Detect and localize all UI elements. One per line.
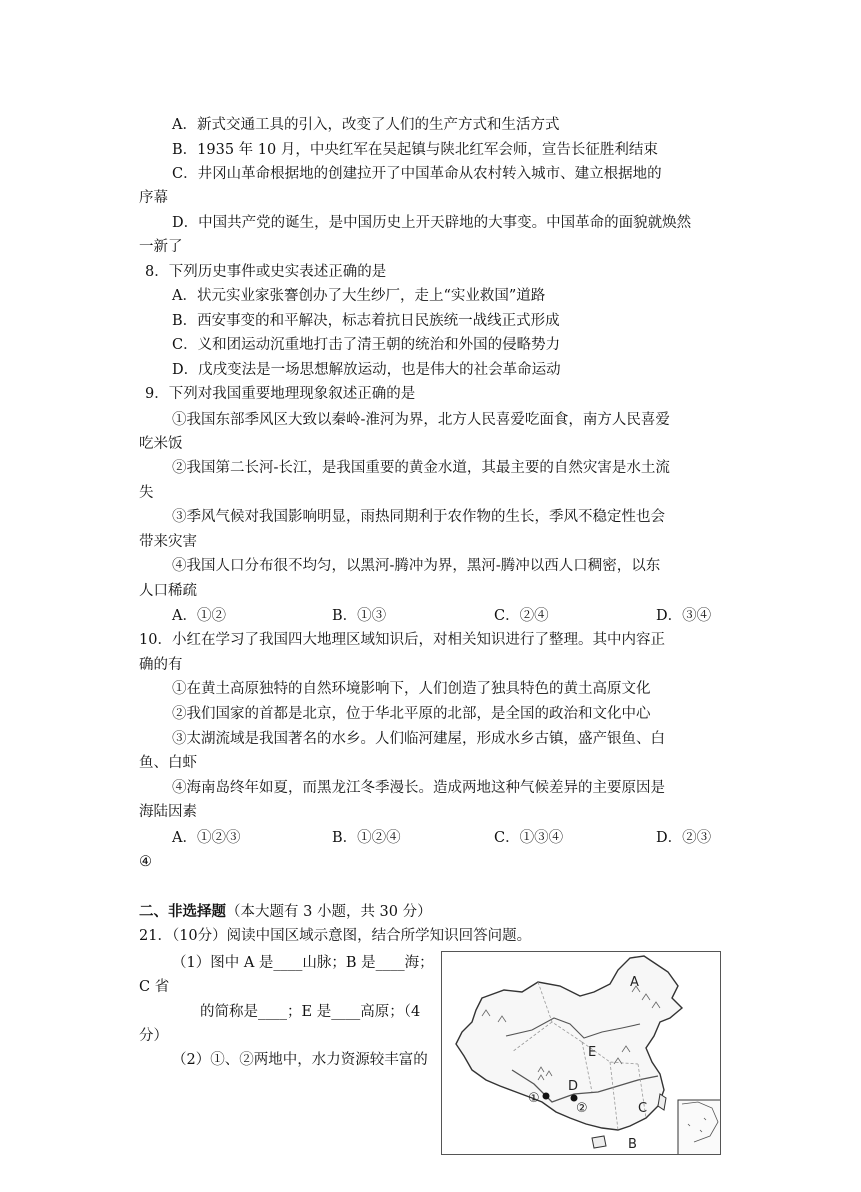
q10-item-2: ②我们国家的首都是北京，位于华北平原的北部，是全国的政治和文化中心 xyxy=(172,706,651,722)
map-label-d: D xyxy=(568,1079,579,1094)
q10-item-3: ③太湖流域是我国著名的水乡。人们临河建屋，形成水乡古镇，盛产银鱼、白 xyxy=(172,731,665,747)
q9-choice-a: A．①② xyxy=(172,608,226,624)
q8-option-b: B．西安事变的和平解决，标志着抗日民族统一战线正式形成 xyxy=(172,313,560,329)
q9-item-2: ②我国第二长河-长江，是我国重要的黄金水道，其最主要的自然灾害是水土流 xyxy=(172,460,670,476)
china-region-map xyxy=(441,951,721,1155)
map-label-2: ② xyxy=(576,1101,588,1116)
q10-stem-wrap: 确的有 xyxy=(139,657,183,673)
q9-choice-d: D．③④ xyxy=(656,608,712,624)
q7-option-c: C．井冈山革命根据地的创建拉开了中国革命从农村转入城市、建立根据地的 xyxy=(172,166,662,182)
section-2-header xyxy=(139,902,432,922)
map-label-e: E xyxy=(588,1045,597,1060)
q10-stem: 10．小红在学习了我国四大地理区域知识后，对相关知识进行了整理。其中内容正 xyxy=(139,632,665,648)
q10-choices xyxy=(172,828,732,848)
q10-item-4-wrap: 海陆因素 xyxy=(139,804,197,820)
q7-option-d-wrap: 一新了 xyxy=(139,239,183,255)
q21-part2: （2）①、②两地中，水力资源较丰富的 xyxy=(172,1052,428,1068)
map-label-c: C xyxy=(638,1101,648,1116)
q10-choice-d: D．②③ xyxy=(656,830,712,846)
q10-choice-d-wrap: ④ xyxy=(139,854,152,870)
q8-stem: 8．下列历史事件或史实表述正确的是 xyxy=(145,264,387,280)
q10-item-1: ①在黄土高原独特的自然环境影响下，人们创造了独具特色的黄土高原文化 xyxy=(172,681,651,697)
q9-item-2-wrap: 失 xyxy=(139,485,154,501)
q7-option-d: D．中国共产党的诞生，是中国历史上开天辟地的大事变。中国革命的面貌就焕然 xyxy=(172,215,692,231)
q9-choice-c: C．②④ xyxy=(494,608,549,624)
q9-item-1-wrap: 吃米饭 xyxy=(139,436,183,452)
point-1-marker xyxy=(543,1093,550,1100)
q7-option-a: A．新式交通工具的引入，改变了人们的生产方式和生活方式 xyxy=(172,117,560,133)
q10-choice-b: B．①②④ xyxy=(332,830,401,846)
q8-option-d: D．戊戌变法是一场思想解放运动，也是伟大的社会革命运动 xyxy=(172,362,561,378)
q10-choice-c: C．①③④ xyxy=(494,830,564,846)
section-2-note: （本大题有 3 小题，共 30 分） xyxy=(226,904,432,920)
q21-part1-line4: 分） xyxy=(139,1028,168,1044)
q9-item-1: ①我国东部季风区大致以秦岭-淮河为界，北方人民喜爱吃面食，南方人民喜爱 xyxy=(172,412,670,428)
q9-choices xyxy=(172,606,732,626)
q21-stem: 21．（10分）阅读中国区域示意图，结合所学知识回答问题。 xyxy=(139,928,532,944)
china-outline xyxy=(456,956,682,1130)
q9-item-4-wrap: 人口稀疏 xyxy=(139,583,197,599)
q7-option-b: B．1935 年 10 月，中央红军在吴起镇与陕北红军会师，宣告长征胜利结束 xyxy=(172,142,658,158)
map-label-a: A xyxy=(630,975,639,990)
map-label-1: ① xyxy=(528,1091,540,1106)
q21-part1-line1: （1）图中 A 是____山脉；B 是____海； xyxy=(172,955,434,971)
q10-item-4: ④海南岛终年如夏，而黑龙江冬季漫长。造成两地这种气候差异的主要原因是 xyxy=(172,780,665,796)
q10-choice-a: A．①②③ xyxy=(172,830,241,846)
hainan-island xyxy=(592,1136,606,1148)
q8-option-a: A．状元实业家张謇创办了大生纱厂，走上“实业救国”道路 xyxy=(172,288,546,304)
china-map-drawing xyxy=(442,952,721,1155)
q21-part1-line3: 的简称是____；E 是____高原；（4 xyxy=(200,1004,421,1020)
q21-part1-line2: C 省 xyxy=(139,979,170,995)
q9-choice-b: B．①③ xyxy=(332,608,387,624)
map-label-b: B xyxy=(628,1137,637,1152)
q7-option-c-wrap: 序幕 xyxy=(139,190,168,206)
taiwan-island xyxy=(658,1094,666,1110)
q9-item-3: ③季风气候对我国影响明显，雨热同期利于农作物的生长，季风不稳定性也会 xyxy=(172,509,665,525)
q10-item-3-wrap: 鱼、白虾 xyxy=(139,755,197,771)
q9-stem: 9．下列对我国重要地理现象叙述正确的是 xyxy=(145,386,416,402)
q9-item-3-wrap: 带来灾害 xyxy=(139,534,197,550)
section-2-title: 二、非选择题 xyxy=(139,903,226,920)
q9-item-4: ④我国人口分布很不均匀，以黑河-腾冲为界，黑河-腾冲以西人口稠密，以东 xyxy=(172,558,661,574)
q8-option-c: C．义和团运动沉重地打击了清王朝的统治和外国的侵略势力 xyxy=(172,337,561,353)
